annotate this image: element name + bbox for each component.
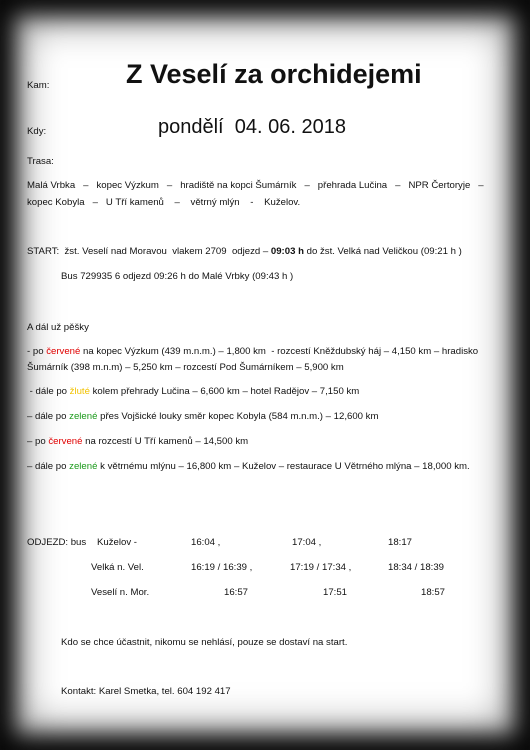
step-text: na rozcestí U Tří kamenů – 14,500 km: [82, 436, 249, 447]
start-prefix: START: žst. Veselí nad Moravou vlakem 2709 odjezd –: [27, 246, 271, 257]
departures-label: ODJEZD: bus: [27, 537, 87, 548]
start-time: 09:03 h: [270, 246, 304, 257]
kam-label: Kam:: [27, 80, 50, 91]
step-prefix: – dále po: [27, 461, 70, 472]
walk-step-3: [27, 411, 378, 422]
departure-stop: Velká n. Vel.: [91, 562, 144, 573]
step-text: přes Vojšické louky směr kopec Kobyla (584 m.n.m.) – 12,600 km: [97, 411, 379, 422]
departure-time: 18:57: [421, 587, 446, 598]
step-text: na kopec Výzkum (439 m.n.m.) – 1,800 km - rozcestí Kněždubský háj – 4,150 km – hradisko: [80, 346, 479, 357]
kdy-label: Kdy:: [27, 126, 47, 137]
walk-intro: A dál už pěšky: [27, 322, 89, 333]
bus-connection: Bus 729935 6 odjezd 09:26 h do Malé Vrbky (09:43 h ): [61, 271, 294, 282]
trail-color-yellow: žluté: [69, 386, 90, 397]
trail-color-green: zelené: [69, 411, 98, 422]
trail-color-red: červené: [48, 436, 83, 447]
departure-time: 16:04 ,: [191, 537, 221, 548]
departure-stop: Veselí n. Mor.: [91, 587, 150, 598]
departure-time: 16:57: [224, 587, 249, 598]
trail-color-green: zelené: [69, 461, 98, 472]
route-label: Trasa:: [27, 156, 54, 167]
walk-step-4: [27, 436, 248, 447]
event-date: pondělí 04. 06. 2018: [158, 116, 346, 138]
start-suffix: do žst. Velká nad Veličkou (09:21 h ): [303, 246, 462, 257]
step-prefix: - po: [27, 346, 47, 357]
step-prefix: – po: [27, 436, 49, 447]
walk-step-2: [27, 386, 359, 397]
departure-time: 17:04 ,: [292, 537, 322, 548]
start-line: [27, 246, 462, 257]
departure-time: 17:19 / 17:34 ,: [290, 562, 352, 573]
departure-time: 18:17: [388, 537, 413, 548]
step-text: kolem přehrady Lučina – 6,600 km – hotel Radějov – 7,150 km: [89, 386, 360, 397]
route-line-2: kopec Kobyla – U Tří kamenů – větrný mlýn - Kuželov.: [27, 197, 301, 208]
departure-time: 18:34 / 18:39: [388, 562, 445, 573]
step-prefix: - dále po: [27, 386, 70, 397]
walk-step-1: [27, 346, 478, 357]
route-line-1: Malá Vrbka – kopec Výzkum – hradiště na kopci Šumárník – přehrada Lučina – NPR Čertoryje –: [27, 180, 484, 191]
departure-time: 17:51: [323, 587, 348, 598]
trail-color-red: červené: [46, 346, 81, 357]
contact-info: Kontakt: Karel Smetka, tel. 604 192 417: [61, 686, 231, 697]
walk-step-1-cont: Šumárník (398 m.n.m) – 5,250 km – rozcestí Pod Šumárníkem – 5,900 km: [27, 362, 344, 373]
departure-time: 16:19 / 16:39 ,: [191, 562, 253, 573]
walk-step-5: [27, 461, 470, 472]
page-title: Z Veselí za orchidejemi: [126, 59, 422, 89]
departure-stop: Kuželov -: [97, 537, 137, 548]
step-prefix: – dále po: [27, 411, 70, 422]
participation-note: Kdo se chce účastnit, nikomu se nehlásí, pouze se dostaví na start.: [61, 637, 348, 648]
step-text: k větrnému mlýnu – 16,800 km – Kuželov – restaurace U Větrného mlýna – 18,000 km.: [97, 461, 470, 472]
